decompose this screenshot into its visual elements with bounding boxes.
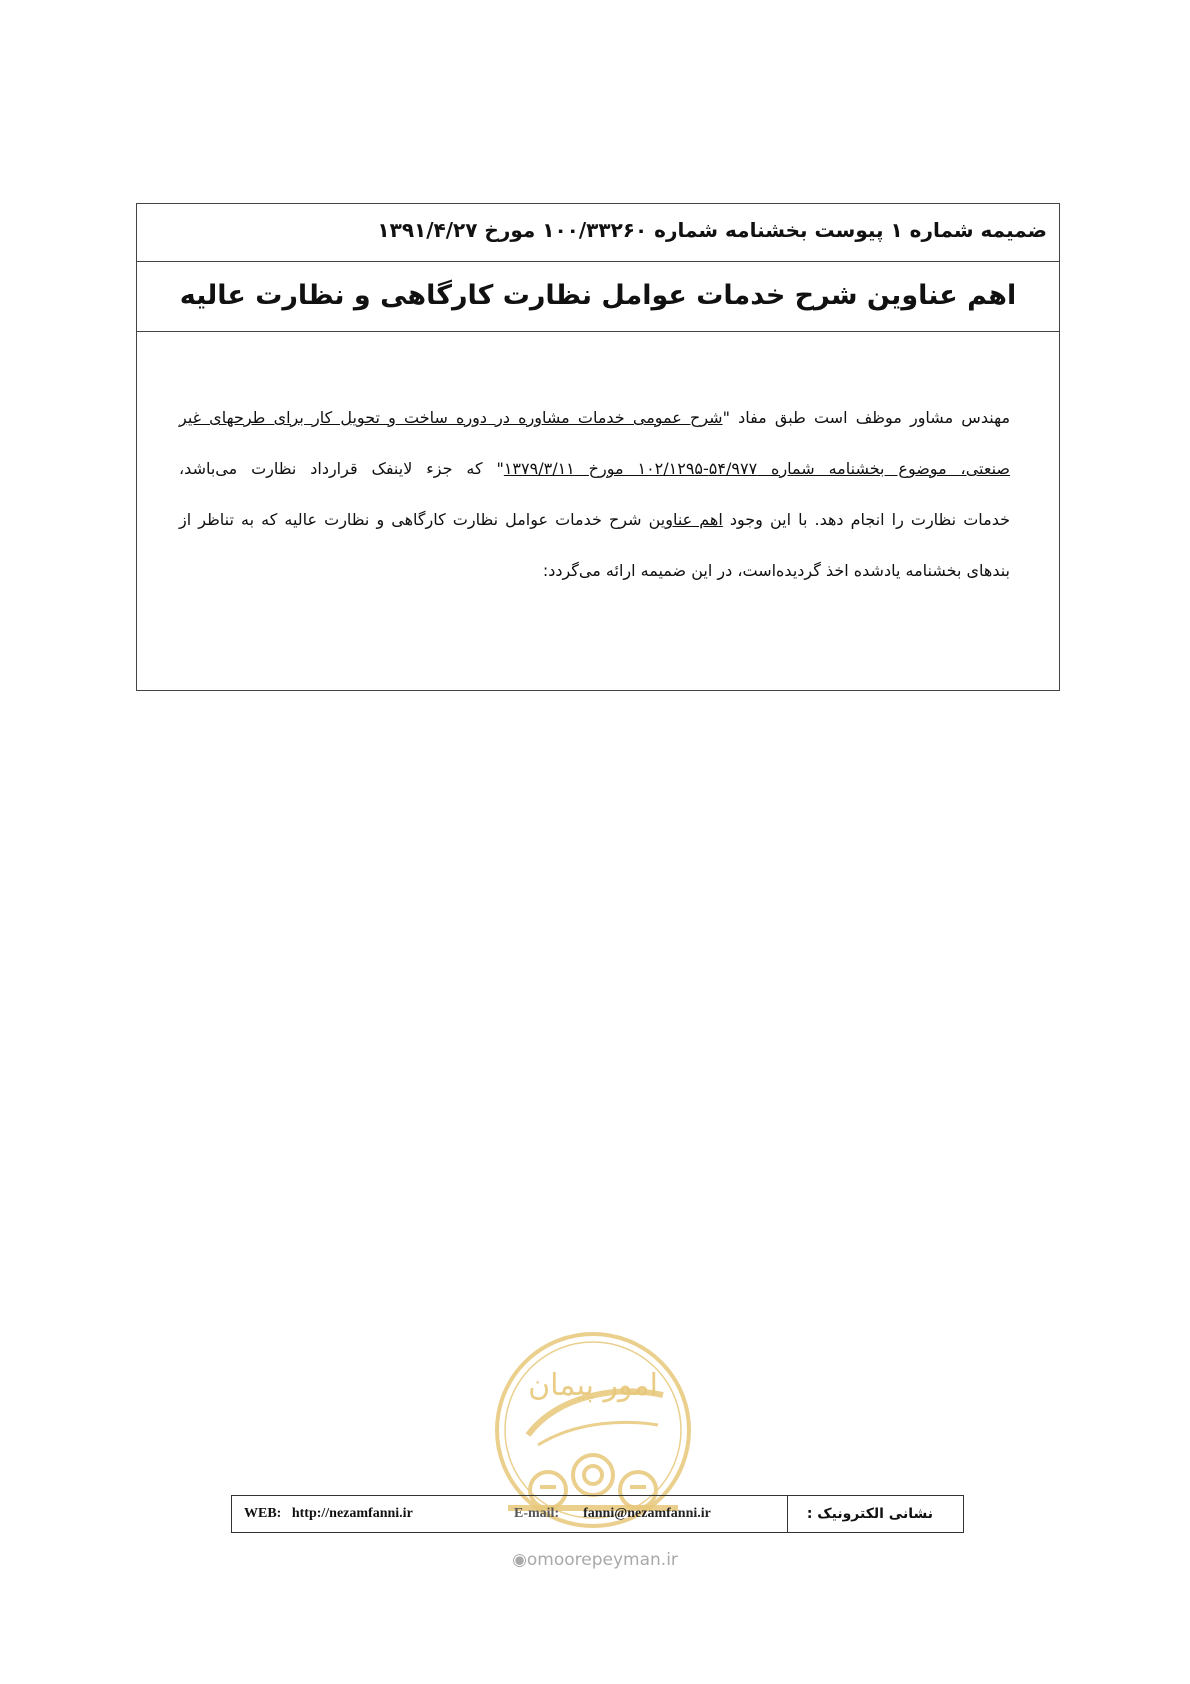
footer-web — [244, 1506, 413, 1522]
page-title: اهم عناوین شرح خدمات عوامل نظارت کارگاهی و نظارت عالیه — [137, 262, 1059, 332]
web-label: WEB: — [244, 1506, 282, 1521]
appendix-box — [136, 203, 1060, 691]
body-line-3-text-b: شرح خدمات عوامل نظارت کارگاهی و نظارت عالیه که به تناظر از — [179, 510, 649, 529]
footer-contact-bar — [231, 1495, 964, 1533]
electronic-address-label: نشانی الکترونیک : — [806, 1506, 933, 1522]
footer-divider — [787, 1496, 788, 1532]
body-line-2-text: " که جزء لاینفک قرارداد نظارت می‌باشد، — [179, 459, 504, 478]
body-line-3 — [179, 494, 1010, 545]
body-line-4: بندهای بخشنامه یادشده اخذ گردیده‌است، در این ضمیمه ارائه می‌گردد: — [542, 561, 1010, 580]
email-address-link[interactable]: fanni@nezamfanni.ir — [583, 1506, 711, 1521]
web-url-link[interactable]: http://nezamfanni.ir — [291, 1506, 413, 1521]
logo-text: امور پیمان — [528, 1368, 658, 1403]
circular-reference: صنعتی، موضوع بخشنامه شماره ۵۴/۹۷۷-۱۰۲/۱۲۹۵ مورخ ۱۳۷۹/۳/۱۱ — [503, 459, 1011, 478]
key-titles-underlined: اهم عناوین — [648, 510, 723, 529]
body-line-1 — [179, 392, 1010, 443]
globe-icon: ◉ — [512, 1550, 527, 1570]
site-watermark — [500, 1550, 690, 1570]
body-line-2 — [179, 443, 1010, 494]
body-paragraph — [179, 392, 1010, 596]
circular-description-link: شرح عمومی خدمات مشاوره در دوره ساخت و تحویل کار برای طرحهای غیر — [179, 408, 723, 427]
watermark-text: omoorepeyman.ir — [526, 1550, 678, 1570]
appendix-line: ضمیمه شماره ۱ پیوست بخشنامه شماره ۱۰۰/۳۳۲۶۰ مورخ ۱۳۹۱/۴/۲۷ — [137, 204, 1059, 262]
footer-email — [514, 1506, 711, 1522]
body-line-3-text-a: خدمات نظارت را انجام دهد. با این وجود — [722, 510, 1011, 529]
email-label: E-mail: — [514, 1506, 560, 1521]
body-line-1-text: مهندس مشاور موظف است طبق مفاد " — [722, 408, 1011, 427]
